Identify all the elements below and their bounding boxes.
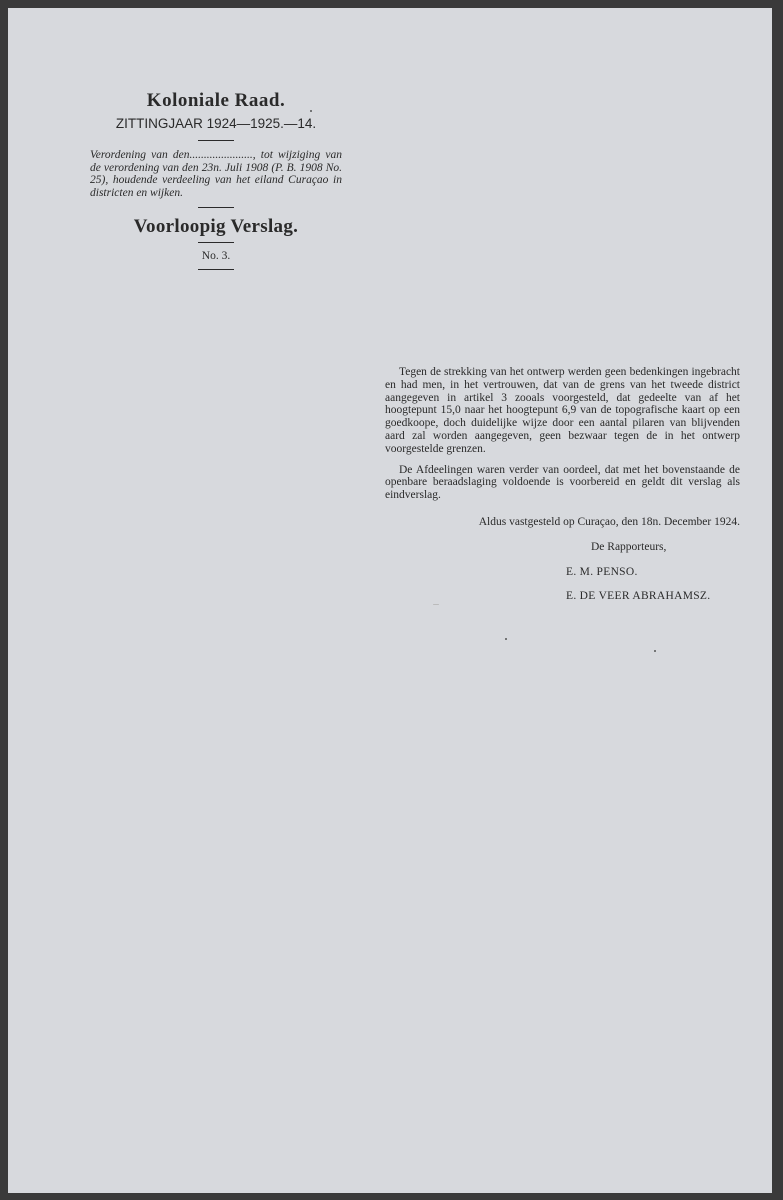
council-title: Koloniale Raad. <box>146 90 286 111</box>
divider <box>198 269 234 270</box>
document-page <box>8 8 772 1193</box>
report-heading: Voorloopig Verslag. <box>133 216 299 237</box>
report-number: No. 3. <box>201 250 231 262</box>
dateline: Aldus vastgesteld op Curaçao, den 18n. December 1924. <box>478 515 740 528</box>
divider <box>198 207 234 208</box>
report-body <box>385 366 740 603</box>
paragraph: Tegen de strekking van het ontwerp werden geen bedenkingen ingebracht en had men, in het vertrouwen, dat van de grens van het tweede district aangegeven in artikel 3 zooals voorgesteld, dat gedeelte van af het hoogtepunt 15,0 naar het hoogtepunt 6,9 van de topografische kaart op een goedkoope, doch duidelijke wijze door een aantal pilaren van blijvenden aard zal worden aangegeven, geen bezwaar tegen de in het ontwerp voorgestelde grenzen. <box>385 366 740 455</box>
signatory-name: E. DE VEER ABRAHAMSZ. <box>566 590 711 603</box>
signatory-name: E. M. PENSO. <box>566 565 638 578</box>
ordinance-subject: Verordening van den......................, tot wijziging van de verordening van den 23n. Juli 1908 (P. B. 1908 No. 25), houdende verdeeling van het eiland Curaçao in districten en wijken. <box>90 149 342 199</box>
divider <box>198 140 234 141</box>
signatory-title: De Rapporteurs, <box>591 540 667 553</box>
divider <box>198 242 234 243</box>
document-header <box>90 90 342 276</box>
session-year: ZITTINGJAAR 1924—1925.—14. <box>115 116 317 131</box>
paragraph: De Afdeelingen waren verder van oordeel, dat met het bovenstaande de openbare beraadslaging voldoende is voorbereid en geldt dit verslag als eindverslag. <box>385 463 740 502</box>
